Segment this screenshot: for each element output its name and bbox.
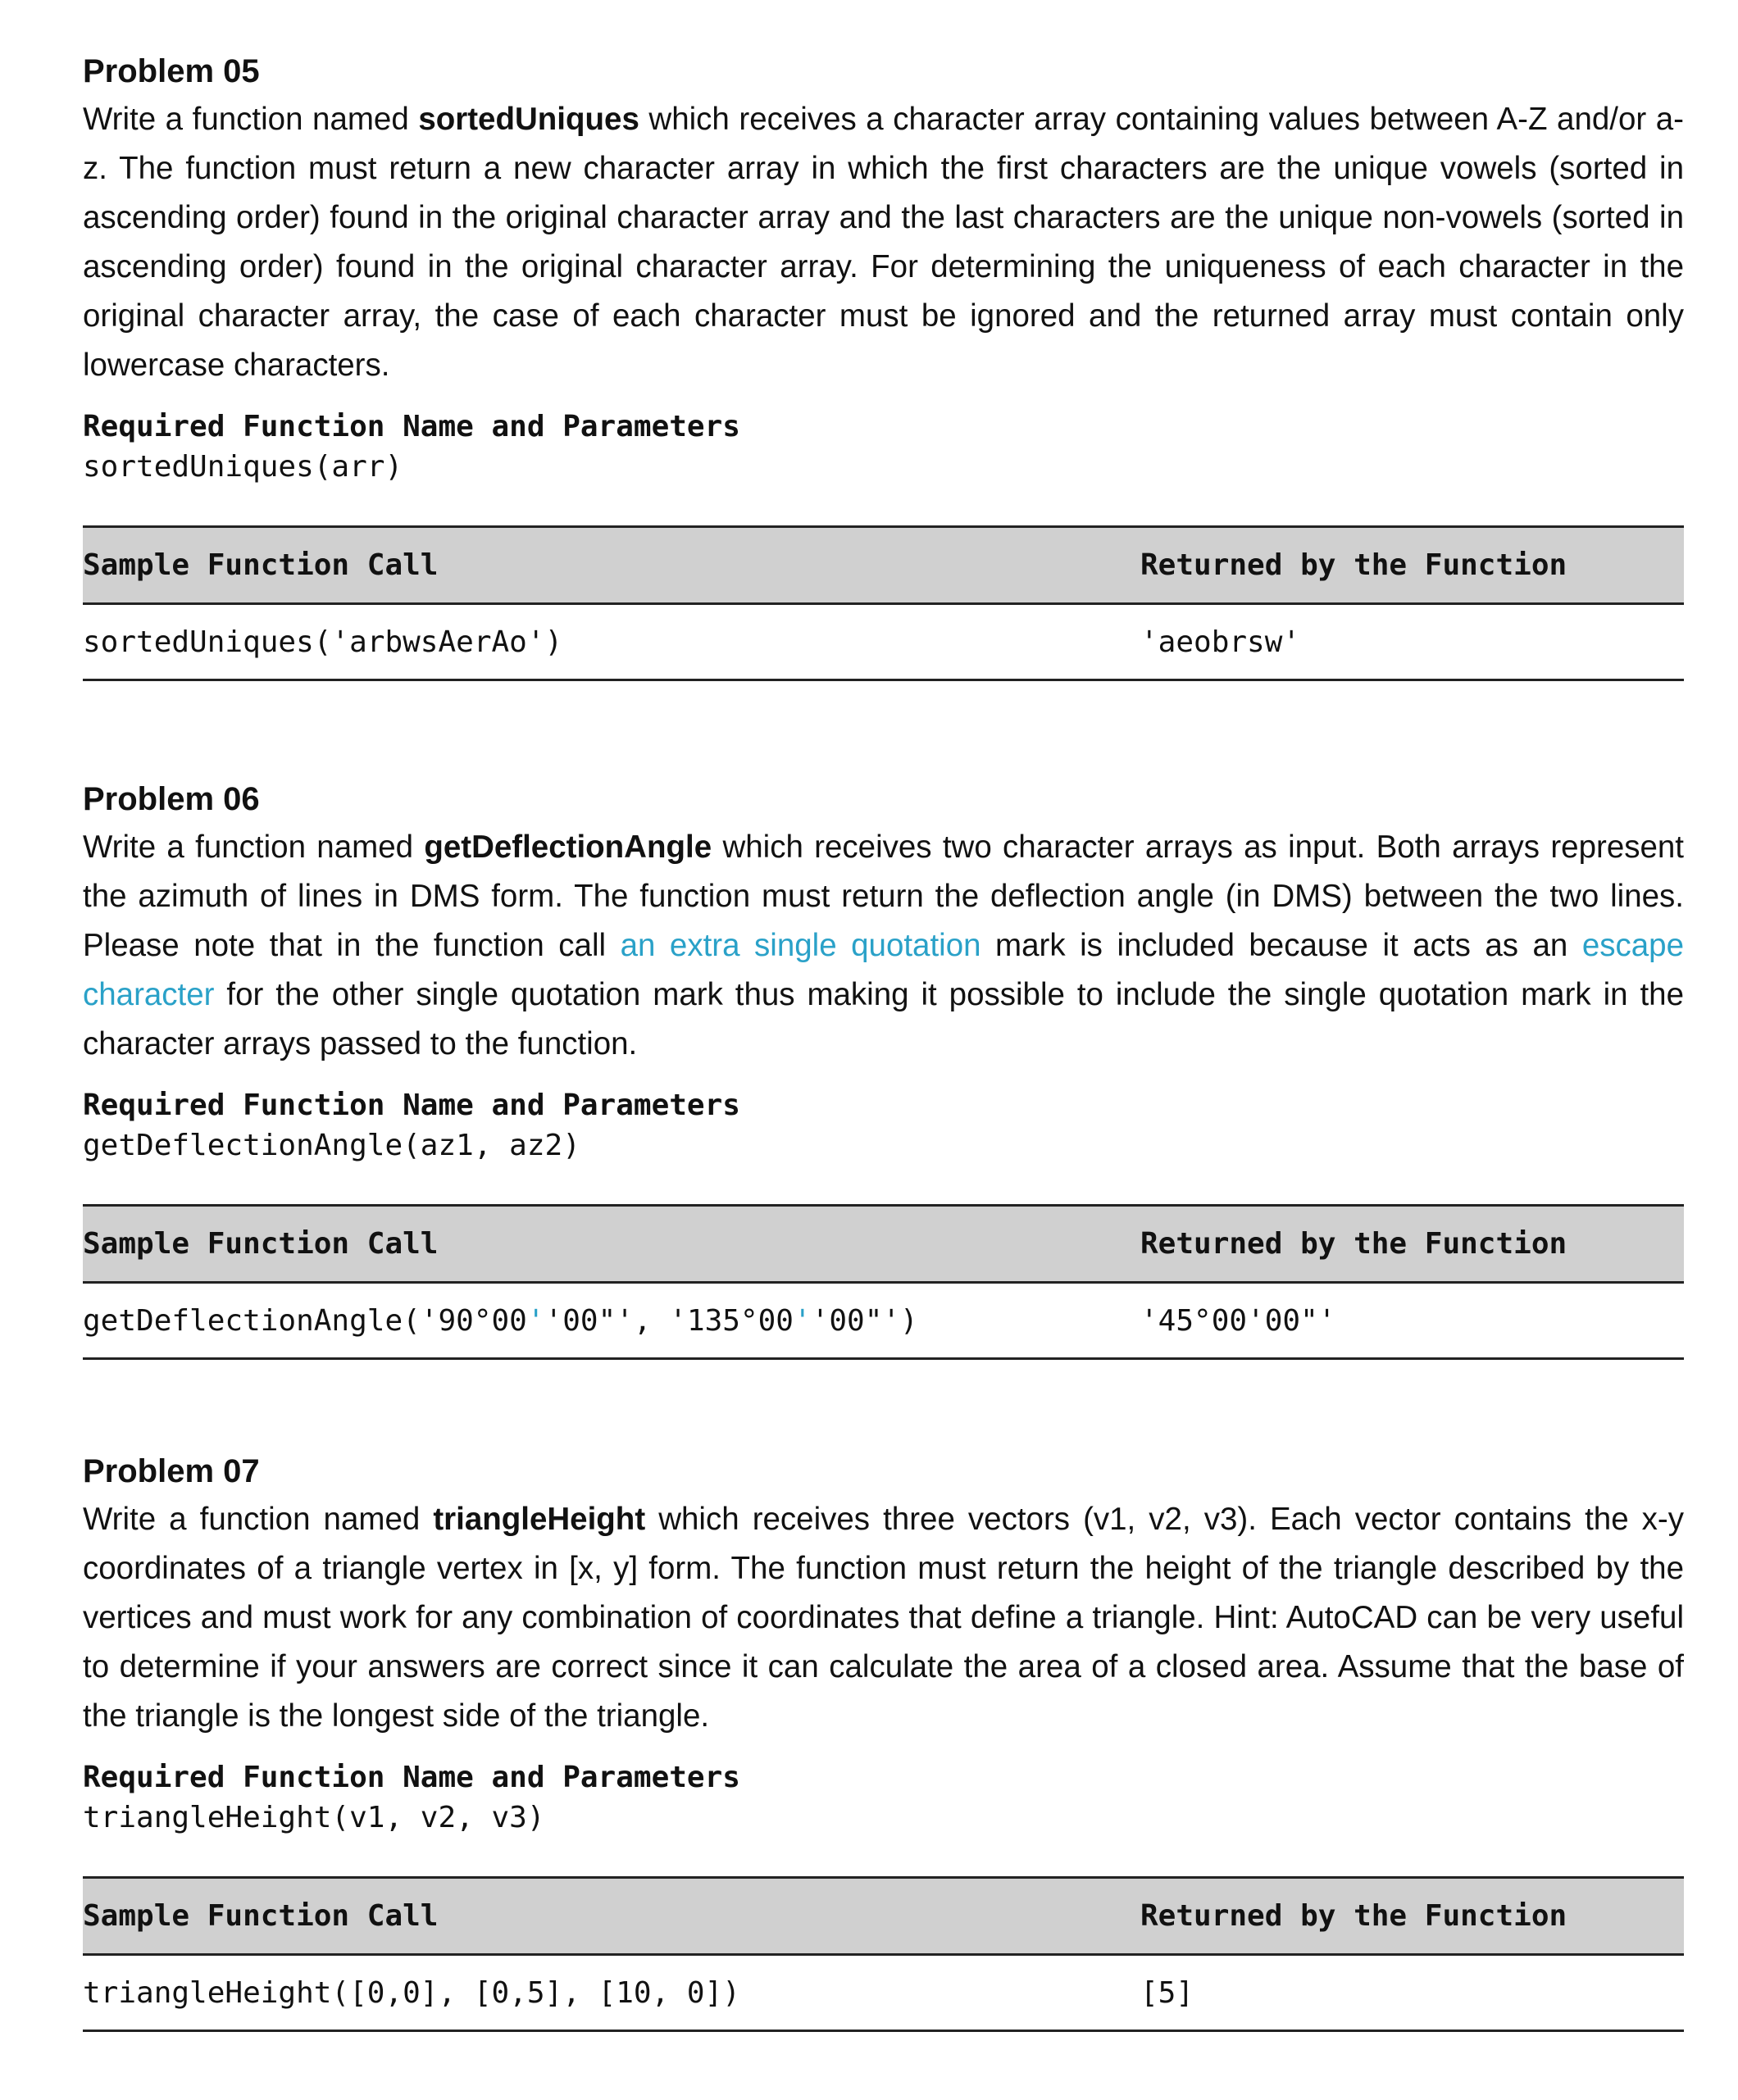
description-text: which receives two character arrays as input. Both arrays represent the azimuth of lines in DMS form. The function must return the deflection angle (in DMS) between the two lines. Please note that in the function call <box>83 830 1684 963</box>
table-row <box>83 1283 1684 1359</box>
sample-call: triangleHeight([0,0], [0,5], [10, 0]) <box>83 1955 1140 2031</box>
function-name: getDeflectionAngle <box>424 830 712 865</box>
sample-return: [5] <box>1140 1955 1684 2031</box>
problem-title: Problem 07 <box>83 1453 260 1489</box>
table-row <box>83 604 1684 680</box>
spacer <box>83 681 1684 775</box>
problem-06 <box>83 775 1684 1360</box>
description-text: for the other single quotation mark thus making it possible to include the single quotation mark in the character arrays passed to the function. <box>83 977 1684 1061</box>
problem-description <box>83 1495 1684 1741</box>
escape-quote: ' <box>793 1303 812 1338</box>
required-label: Required Function Name and Parameters <box>83 1761 740 1794</box>
header-sample-call: Sample Function Call <box>83 1878 1140 1955</box>
table-header-row <box>83 1878 1684 1955</box>
highlight-text: an extra single quotation <box>620 928 981 963</box>
description-text: which receives a character array containing values between A-Z and/or a-z. The function must return a new character array in which the first characters are the unique vowels (sorted in ascending order) found in the original character array and the last characters are the unique non-vowels (sorted in ascending order) found in the original character array. For determining the uniqueness of each character in the original character array, the case of each character must be ignored and the returned array must contain only lowercase characters. <box>83 102 1684 383</box>
escape-quote: ' <box>526 1303 545 1338</box>
sample-call: sortedUniques('arbwsAerAo') <box>83 604 1140 680</box>
description-text: Write a function named <box>83 102 419 137</box>
sample-table <box>83 525 1684 681</box>
spacer <box>83 1360 1684 1448</box>
header-returned: Returned by the Function <box>1140 527 1684 604</box>
table-row <box>83 1955 1684 2031</box>
header-sample-call: Sample Function Call <box>83 527 1140 604</box>
call-text: getDeflectionAngle('90°00 <box>83 1303 527 1338</box>
sample-table <box>83 1204 1684 1360</box>
sample-return: '45°00'00"' <box>1140 1283 1684 1359</box>
table-header-row <box>83 1206 1684 1283</box>
problem-05 <box>83 48 1684 681</box>
function-name: triangleHeight <box>433 1502 646 1537</box>
sample-call <box>83 1283 1140 1359</box>
table-header-row <box>83 527 1684 604</box>
document-page <box>83 48 1684 2032</box>
sample-return: 'aeobrsw' <box>1140 604 1684 680</box>
function-signature: sortedUniques(arr) <box>83 450 403 484</box>
description-text: Write a function named <box>83 1502 434 1537</box>
function-name: sortedUniques <box>418 102 639 137</box>
problem-title: Problem 06 <box>83 781 260 817</box>
function-signature: triangleHeight(v1, v2, v3) <box>83 1801 545 1834</box>
problem-title: Problem 05 <box>83 53 260 89</box>
header-returned: Returned by the Function <box>1140 1206 1684 1283</box>
description-text: which receives three vectors (v1, v2, v3). Each vector contains the x-y coordinates of a triangle vertex in [x, y] form. The function must return the height of the triangle described by the vertices and must work for any combination of coordinates that define a triangle. Hint: AutoCAD can be very useful to determine if your answers are correct since it can calculate the area of a closed area. Assume that the base of the triangle is the longest side of the triangle. <box>83 1502 1684 1734</box>
call-text: '00"') <box>811 1303 918 1338</box>
description-text: mark is included because it acts as an <box>980 928 1582 963</box>
header-sample-call: Sample Function Call <box>83 1206 1140 1283</box>
description-text: Write a function named <box>83 830 425 865</box>
header-returned: Returned by the Function <box>1140 1878 1684 1955</box>
problem-description <box>83 95 1684 390</box>
function-signature: getDeflectionAngle(az1, az2) <box>83 1129 580 1162</box>
required-label: Required Function Name and Parameters <box>83 1089 740 1122</box>
problem-description <box>83 823 1684 1069</box>
sample-table <box>83 1876 1684 2032</box>
highlight-text: escape character <box>83 928 1685 1012</box>
problem-07 <box>83 1448 1684 2032</box>
required-label: Required Function Name and Parameters <box>83 410 740 443</box>
call-text: '00"', '135°00 <box>544 1303 794 1338</box>
